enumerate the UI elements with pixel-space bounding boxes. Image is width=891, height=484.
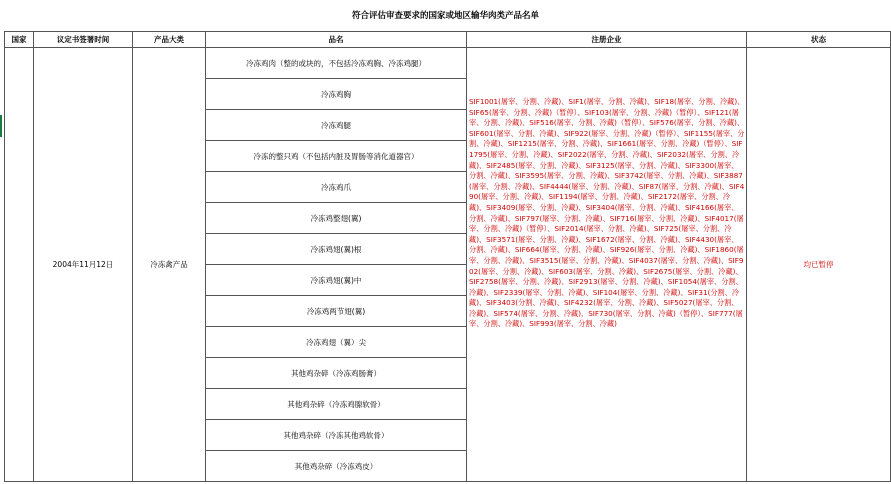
cell-protocol-date[interactable]: 2004年11月12日 <box>34 48 133 482</box>
cell-product-name[interactable]: 冷冻鸡胸 <box>206 79 467 110</box>
cell-product-name[interactable]: 冷冻鸡肉（整的或块的，不包括冷冻鸡胸、冷冻鸡腿） <box>206 48 467 79</box>
header-category[interactable]: 产品大类 <box>133 32 206 48</box>
cell-product-name[interactable]: 冷冻鸡翅(翼)中 <box>206 265 467 296</box>
cell-category[interactable]: 冷冻禽产品 <box>133 48 206 482</box>
product-table <box>4 31 891 482</box>
cell-product-name[interactable]: 其他鸡杂碎（冷冻鸡皮） <box>206 451 467 482</box>
cell-product-name[interactable]: 冷冻的整只鸡（不包括内脏及胃肠等消化道器官） <box>206 141 467 172</box>
cell-product-name[interactable]: 冷冻鸡翅（翼）尖 <box>206 327 467 358</box>
header-protocol-date[interactable]: 议定书签署时间 <box>34 32 133 48</box>
cell-product-name[interactable]: 其他鸡杂碎（冷冻鸡肠膏） <box>206 358 467 389</box>
cell-product-name[interactable]: 冷冻鸡腿 <box>206 110 467 141</box>
cell-country[interactable] <box>5 48 34 482</box>
next-row-border <box>4 481 891 482</box>
cell-enterprise-list[interactable]: SIF1001(屠宰、分割、冷藏)、SIF1(屠宰、分割、冷藏)、SIF18(屠宰、分割、冷藏)、SIF65(屠宰、分割、冷藏)（暂停）、SIF103(屠宰、分割、冷藏)（暂停）、SIF121(屠宰、分割、冷藏)、SIF516(屠宰、分割、冷藏)（暂停）、SIF576(屠宰、分割、冷藏)、SIF601(屠宰、分割、冷藏)、SIF922(屠宰、分割、冷藏)（暂停）、SIF1155(屠宰、分割、冷藏)、SIF1215(屠宰、分割、冷藏)、SIF1661(屠宰、分割、冷藏)（暂停）、SIF1795(屠宰、分割、冷藏)、SIF2022(屠宰、分割、冷藏)、SIF2032(屠宰、分割、冷藏)、SIF2485(屠宰、分割、冷藏)、SIF3125(屠宰、分割、冷藏)、SIF3300(屠宰、分割、冷藏)、SIF3595(屠宰、分割、冷藏)、SIF3742(屠宰、分割、冷藏)、SIF3887(屠宰、分割、冷藏)、SIF4444(屠宰、分割、冷藏)、SIF87(屠宰、分割、冷藏)、SIF490(屠宰、分割、冷藏)、SIF1194(屠宰、分割、冷藏)、SIF2172(屠宰、分割、冷藏)、SIF3409(屠宰、分割、冷藏)、SIF3404(屠宰、分割、冷藏)、SIF4166(屠宰、分割、冷藏)、SIF797(屠宰、分割、冷藏)、SIF716(屠宰、分割、冷藏)、SIF4017(屠宰、分割、冷藏)（暂停）、SIF2014(屠宰、分割、冷藏)、SIF725(屠宰、分割、冷藏)、SIF3571(屠宰、分割、冷藏)、SIF1672(屠宰、分割、冷藏)、SIF4430(屠宰、分割、冷藏)、SIF664(屠宰、分割、冷藏)、SIF926(屠宰、分割、冷藏)、SIF1860(屠宰、分割、冷藏)、SIF3515(屠宰、分割、冷藏)、SIF4037(屠宰、分割、冷藏)、SIF902(屠宰、分割、冷藏)、SIF603(屠宰、分割、冷藏)、SIF2675(屠宰、分割、冷藏)、SIF2758(屠宰、分割、冷藏)、SIF2913(屠宰、分割、冷藏)、SIF1054(屠宰、分割、冷藏)、SIF2339(屠宰、分割、冷藏)、SIF104(屠宰、分割、冷藏)、SIF31(分割、冷藏)、SIF3403(分割、冷藏)、SIF4232(屠宰、分割、冷藏)、SIF5027(屠宰、分割、冷藏)、SIF574(屠宰、分割、冷藏)、SIF730(屠宰、分割、冷藏)（暂停）、SIF777(屠宰、分割、冷藏)、SIF993(屠宰、分割、冷藏) <box>467 48 747 482</box>
cell-product-name[interactable]: 其他鸡杂碎（冷冻其他鸡软骨） <box>206 420 467 451</box>
cell-product-name[interactable]: 其他鸡杂碎（冷冻鸡腺软骨） <box>206 389 467 420</box>
header-product-name[interactable]: 品名 <box>206 32 467 48</box>
cell-product-name[interactable]: 冷冻鸡翅(翼)根 <box>206 234 467 265</box>
header-enterprise[interactable]: 注册企业 <box>467 32 747 48</box>
cell-product-name[interactable]: 冷冻鸡两节翅(翼) <box>206 296 467 327</box>
header-status[interactable]: 状态 <box>747 32 891 48</box>
header-row <box>5 32 891 48</box>
header-country[interactable]: 国家 <box>5 32 34 48</box>
cell-product-name[interactable]: 冷冻鸡整翅(翼) <box>206 203 467 234</box>
cell-product-name[interactable]: 冷冻鸡爪 <box>206 172 467 203</box>
sheet-title: 符合评估审查要求的国家或地区输华肉类产品名单 <box>351 11 539 21</box>
cell-status[interactable]: 均已暂停 <box>747 48 891 482</box>
table-row <box>5 48 891 79</box>
row-selection-marker <box>0 115 2 137</box>
